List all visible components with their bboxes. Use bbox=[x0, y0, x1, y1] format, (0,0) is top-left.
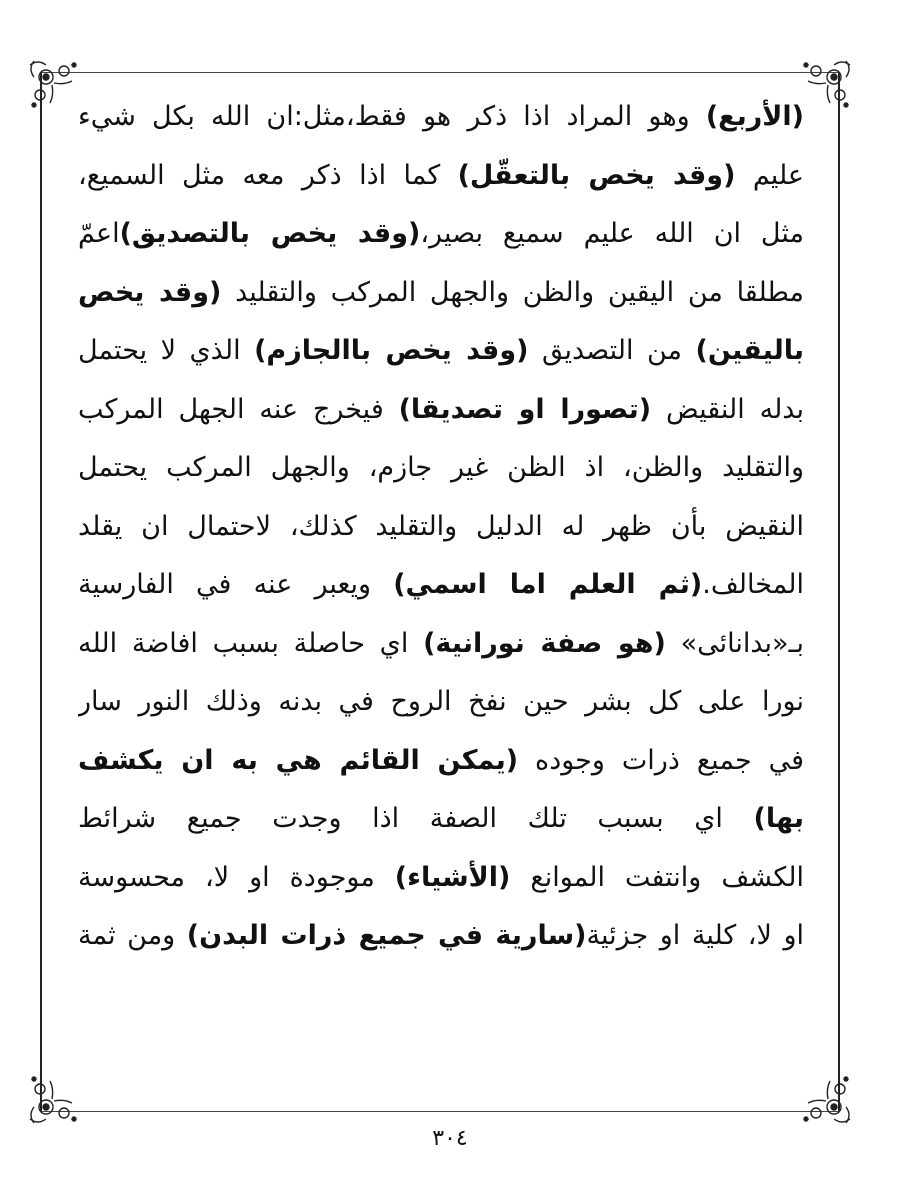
text-line bbox=[78, 264, 804, 323]
floral-corner-ornament-icon bbox=[24, 1067, 86, 1129]
commentary-segment: اي حاصلة بسبب افاضة الله bbox=[78, 627, 424, 659]
text-line bbox=[78, 439, 804, 498]
commentary-segment: النقيض بأن ظهر له الدليل والتقليد كذلك، لاحتمال ان يقلد bbox=[78, 510, 804, 542]
bold-matn-segment: (وقد يخص باالجازم) bbox=[254, 335, 529, 366]
bold-matn-segment: (الأربع) bbox=[705, 101, 804, 132]
commentary-segment: مطلقا من اليقين والظن والجهل المركب والتقليد bbox=[221, 276, 804, 308]
bold-matn-segment: بها) bbox=[753, 803, 804, 834]
commentary-segment: نورا على كل بشر حين نفخ الروح في بدنه وذلك النور سار bbox=[78, 686, 804, 717]
commentary-segment: من التصديق bbox=[528, 335, 696, 366]
commentary-segment: موجودة او لا، محسوسة bbox=[78, 861, 395, 893]
text-line bbox=[78, 147, 804, 206]
bold-matn-segment: (الأشياء) bbox=[394, 861, 511, 893]
floral-corner-ornament-icon bbox=[24, 55, 86, 117]
commentary-segment: وهو المراد اذا ذكر هو فقط،مثل:ان الله بكل شيء bbox=[78, 101, 706, 132]
bold-matn-segment: (وقد يخص بالتصديق) bbox=[119, 218, 421, 249]
bold-matn-segment: (وقد يخص بالتعقّل) bbox=[457, 159, 736, 191]
bold-matn-segment: باليقين) bbox=[695, 335, 804, 366]
bold-matn-segment: (ثم العلم اما اسمي) bbox=[393, 569, 703, 600]
bold-matn-segment: (سارية في جميع ذرات البدن) bbox=[186, 920, 587, 951]
commentary-segment: مثل ان الله عليم سميع بصير، bbox=[420, 218, 804, 249]
text-line bbox=[78, 322, 804, 381]
text-line bbox=[78, 498, 804, 557]
commentary-segment: الذي لا يحتمل bbox=[78, 335, 255, 366]
floral-corner-ornament-icon bbox=[794, 1067, 856, 1129]
text-line bbox=[78, 556, 804, 615]
text-line bbox=[78, 205, 804, 264]
text-line bbox=[78, 907, 804, 966]
text-line bbox=[78, 673, 804, 732]
bold-matn-segment: (وقد يخص bbox=[78, 276, 222, 308]
bold-matn-segment: (هو صفة نورانية) bbox=[423, 627, 666, 659]
commentary-segment: المخالف. bbox=[702, 569, 804, 600]
commentary-segment: اي بسبب تلك الصفة اذا وجدت جميع شرائط bbox=[78, 803, 754, 834]
text-line bbox=[78, 615, 804, 674]
commentary-segment: ويعبر عنه في الفارسية bbox=[78, 569, 394, 600]
commentary-segment: اعمّ bbox=[78, 218, 120, 249]
bold-matn-segment: (يمكن القائم هي به ان يكشف bbox=[78, 744, 519, 776]
text-line bbox=[78, 381, 804, 440]
commentary-segment: بدله النقيض bbox=[651, 393, 804, 425]
bold-matn-segment: (تصورا او تصديقا) bbox=[398, 393, 652, 425]
commentary-segment: عليم bbox=[735, 159, 804, 191]
arabic-text-body bbox=[78, 88, 804, 966]
text-line bbox=[78, 790, 804, 849]
commentary-segment: فيخرج عنه الجهل المركب bbox=[78, 393, 399, 425]
text-line bbox=[78, 849, 804, 908]
commentary-segment: كما اذا ذكر معه مثل السميع، bbox=[78, 159, 458, 191]
commentary-segment: بـ«بدانائى» bbox=[665, 627, 804, 659]
commentary-segment: او لا، كلية او جزئية bbox=[586, 920, 804, 951]
commentary-segment: والتقليد والظن، اذ الظن غير جازم، والجهل المركب يحتمل bbox=[78, 452, 804, 483]
text-line bbox=[78, 88, 804, 147]
page-number: ٣٠٤ bbox=[432, 1126, 468, 1151]
commentary-segment: في جميع ذرات وجوده bbox=[518, 744, 804, 776]
commentary-segment: ومن ثمة bbox=[78, 920, 187, 951]
commentary-segment: الكشف وانتفت الموانع bbox=[510, 861, 804, 893]
text-line bbox=[78, 732, 804, 791]
